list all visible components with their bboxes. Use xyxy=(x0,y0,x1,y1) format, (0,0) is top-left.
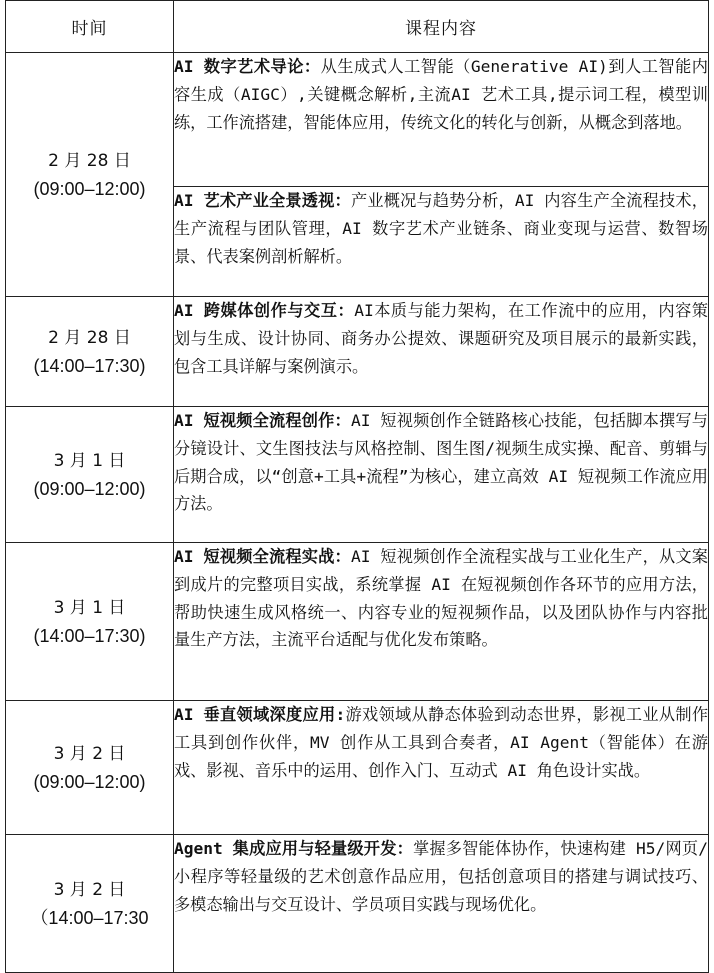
session-time-cell xyxy=(6,407,174,543)
session-date: 2 月 28 日 xyxy=(48,327,131,348)
session-time-cell xyxy=(6,543,174,701)
table-row xyxy=(6,835,709,973)
header-content: 课程内容 xyxy=(174,1,709,53)
course-content-cell xyxy=(174,543,709,701)
header-time: 时间 xyxy=(6,1,174,53)
session-time-cell xyxy=(6,297,174,407)
course-title: AI 跨媒体创作与交互： xyxy=(174,301,355,320)
course-content-cell xyxy=(174,297,709,407)
course-content-cell xyxy=(174,187,709,297)
course-content-cell xyxy=(174,701,709,835)
table-row xyxy=(6,407,709,543)
course-title: AI 短视频全流程实战： xyxy=(174,547,351,566)
course-schedule-table xyxy=(5,0,709,973)
course-title: AI 艺术产业全景透视： xyxy=(174,191,351,210)
session-time-cell xyxy=(6,835,174,973)
session-time-range: (09:00–12:00) xyxy=(33,478,146,499)
course-description: AI 短视频创作全链路核心技能，包括脚本撰写与分镜设计、文生图技法与风格控制、图生图/视频生成实操、配音、剪辑与后期合成，以“创意+工具+流程”为核心，建立高效 AI 短视频工作流应用方法。 xyxy=(174,411,708,514)
table-header-row xyxy=(6,1,709,53)
session-time-range: (14:00–17:30) xyxy=(33,355,146,376)
course-content-cell xyxy=(174,407,709,543)
table-row xyxy=(6,297,709,407)
course-title: Agent 集成应用与轻量级开发： xyxy=(174,839,413,858)
table-row xyxy=(6,53,709,187)
course-description: 从生成式人工智能（Generative AI)到人工智能内容生成（AIGC）,关键概念解析,主流AI 艺术工具,提示词工程，模型训练，工作流搭建，智能体应用，传统文化的转化与创新，从概念到落地。 xyxy=(174,57,708,132)
session-time-range: (09:00–12:00) xyxy=(33,178,146,199)
course-content-cell xyxy=(174,53,709,187)
table-row xyxy=(6,543,709,701)
session-time-range: (09:00–12:00) xyxy=(33,771,146,792)
course-content-cell xyxy=(174,835,709,973)
session-date: 2 月 28 日 xyxy=(48,150,131,171)
table-row xyxy=(6,701,709,835)
session-date: 3 月 1 日 xyxy=(53,450,126,471)
session-time-range: （14:00–17:30 xyxy=(30,907,149,928)
course-description: AI 短视频创作全流程实战与工业化生产，从文案到成片的完整项目实战，系统掌握 AI 在短视频创作各环节的应用方法，帮助快速生成风格统一、内容专业的短视频作品，以及团队协作与内容批量生产方法，主流平台适配与优化发布策略。 xyxy=(174,547,708,650)
session-date: 3 月 2 日 xyxy=(53,879,126,900)
session-time-range: (14:00–17:30) xyxy=(33,625,146,646)
session-date: 3 月 2 日 xyxy=(53,743,126,764)
course-description: 游戏领域从静态体验到动态世界，影视工业从制作工具到创作伙伴，MV 创作从工具到合奏者，AI Agent（智能体）在游戏、影视、音乐中的运用、创作入门、互动式 AI 角色设计实战。 xyxy=(174,705,709,780)
session-time-cell xyxy=(6,701,174,835)
course-title: AI 数字艺术导论： xyxy=(174,57,321,76)
course-title: AI 短视频全流程创作： xyxy=(174,411,351,430)
course-description: 产业概况与趋势分析，AI 内容生产全流程技术，生产流程与团队管理，AI 数字艺术产业链条、商业变现与运营、数智场景、代表案例剖析解析。 xyxy=(174,191,708,266)
session-time-cell xyxy=(6,53,174,297)
course-description: AI本质与能力架构，在工作流中的应用，内容策划与生成、设计协同、商务办公提效、课题研究及项目展示的最新实践，包含工具详解与案例演示。 xyxy=(174,301,708,376)
session-date: 3 月 1 日 xyxy=(53,597,126,618)
course-description: 掌握多智能体协作，快速构建 H5/网页/小程序等轻量级的艺术创意作品应用，包括创意项目的搭建与调试技巧、多模态输出与交互设计、学员项目实践与现场优化。 xyxy=(174,839,708,914)
course-title: AI 垂直领域深度应用: xyxy=(174,705,346,724)
